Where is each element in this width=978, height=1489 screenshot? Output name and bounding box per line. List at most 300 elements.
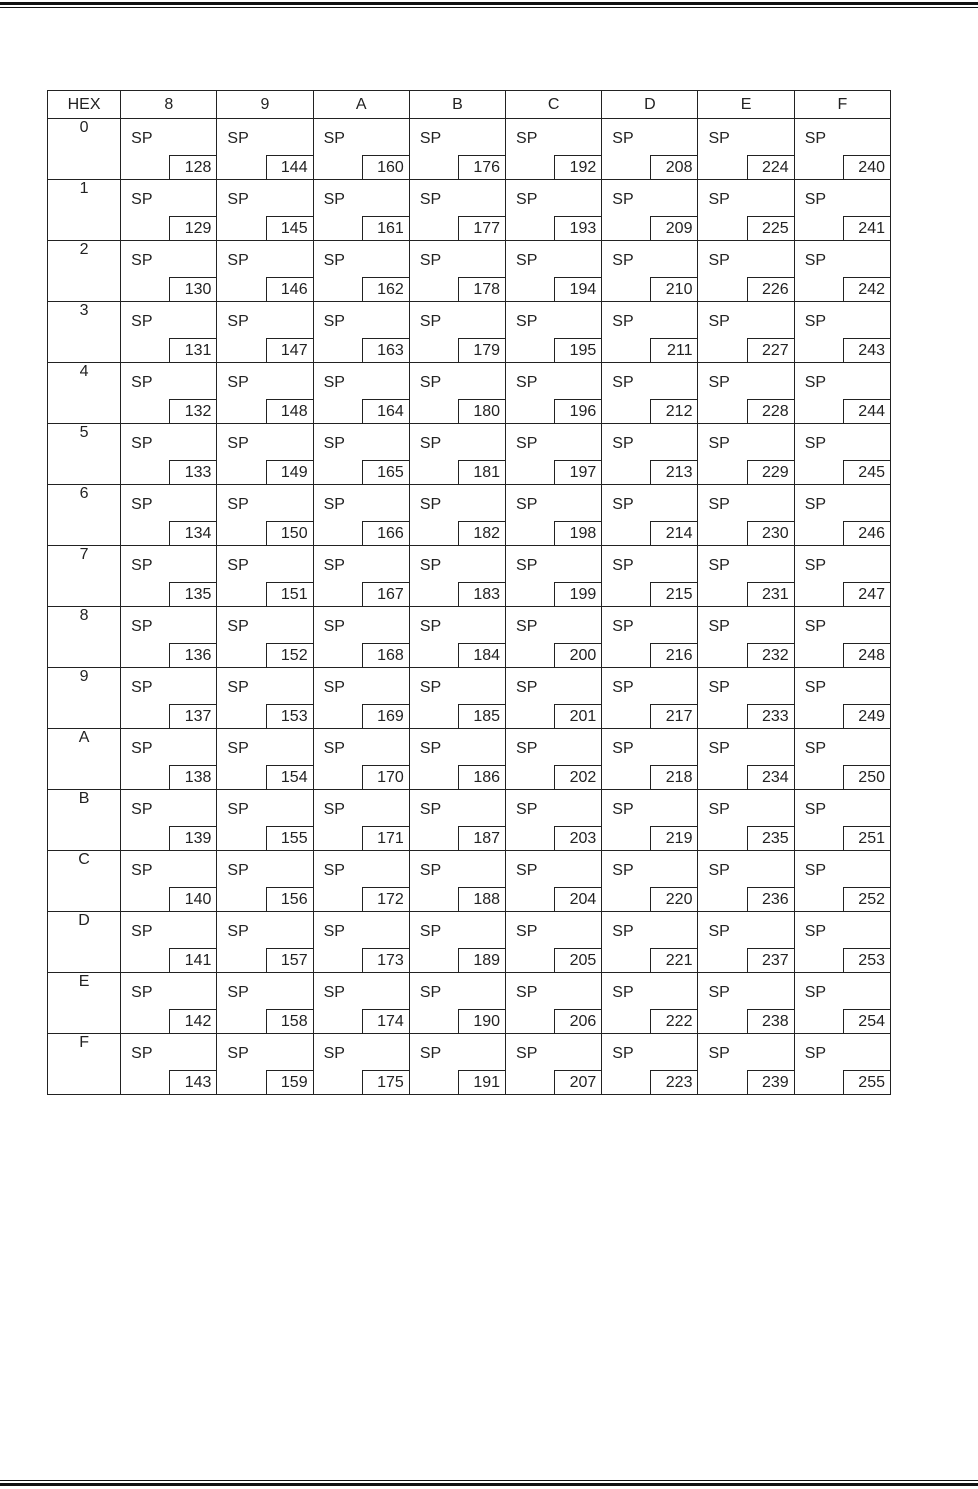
cell-character: SP <box>227 252 249 269</box>
cell-content <box>602 546 697 606</box>
cell-character: SP <box>708 496 730 513</box>
cell-character: SP <box>131 862 153 879</box>
cell-decimal-code: 214 <box>650 521 698 546</box>
cell-content <box>314 607 409 667</box>
table-row <box>48 363 891 424</box>
table-cell <box>121 485 217 546</box>
table-cell <box>698 485 794 546</box>
cell-character: SP <box>323 679 345 696</box>
cell-decimal-code: 160 <box>362 155 410 180</box>
table-cell <box>602 424 698 485</box>
cell-decimal-code: 190 <box>458 1009 506 1034</box>
cell-decimal-code: 144 <box>266 155 314 180</box>
cell-decimal-code: 240 <box>843 155 891 180</box>
cell-content <box>506 302 601 362</box>
top-rule-thin <box>0 7 978 8</box>
table-cell <box>698 424 794 485</box>
cell-character: SP <box>516 740 538 757</box>
cell-content <box>698 668 793 728</box>
table-cell <box>602 1034 698 1095</box>
cell-content <box>506 851 601 911</box>
cell-character: SP <box>516 923 538 940</box>
cell-content <box>217 790 312 850</box>
table-cell <box>121 302 217 363</box>
cell-decimal-code: 129 <box>169 216 217 241</box>
cell-decimal-code: 153 <box>266 704 314 729</box>
table-row <box>48 485 891 546</box>
column-header: A <box>313 91 409 119</box>
table-cell <box>313 729 409 790</box>
table-row <box>48 180 891 241</box>
cell-content <box>410 1034 505 1094</box>
table-cell <box>794 973 890 1034</box>
cell-decimal-code: 150 <box>266 521 314 546</box>
cell-character: SP <box>804 923 827 940</box>
cell-character: SP <box>612 740 634 757</box>
table-cell <box>506 241 602 302</box>
table-cell <box>409 729 505 790</box>
cell-character: SP <box>131 496 153 513</box>
cell-content <box>506 790 601 850</box>
cell-character: SP <box>227 130 249 147</box>
cell-decimal-code: 175 <box>362 1070 410 1095</box>
cell-decimal-code: 254 <box>843 1009 891 1034</box>
table-cell <box>506 363 602 424</box>
cell-character: SP <box>708 435 730 452</box>
cell-decimal-code: 177 <box>458 216 506 241</box>
cell-content <box>217 668 312 728</box>
table-row <box>48 668 891 729</box>
cell-content <box>795 790 890 850</box>
cell-decimal-code: 163 <box>362 338 410 363</box>
table-cell <box>794 241 890 302</box>
table-row <box>48 790 891 851</box>
cell-content <box>506 1034 601 1094</box>
table-cell <box>313 485 409 546</box>
table-row <box>48 546 891 607</box>
cell-character: SP <box>612 313 634 330</box>
cell-content <box>410 546 505 606</box>
table-cell <box>121 729 217 790</box>
cell-decimal-code: 228 <box>747 399 795 424</box>
table-cell <box>698 973 794 1034</box>
cell-content <box>121 1034 216 1094</box>
cell-decimal-code: 248 <box>843 643 891 668</box>
table-row <box>48 729 891 790</box>
cell-decimal-code: 222 <box>650 1009 698 1034</box>
cell-content <box>410 424 505 484</box>
cell-character: SP <box>708 679 730 696</box>
cell-character: SP <box>323 1045 345 1062</box>
cell-decimal-code: 208 <box>650 155 698 180</box>
cell-content <box>698 119 793 179</box>
cell-decimal-code: 219 <box>650 826 698 851</box>
cell-content <box>410 119 505 179</box>
cell-character: SP <box>323 130 345 147</box>
cell-content <box>602 485 697 545</box>
table-cell <box>506 180 602 241</box>
row-hex-label: 6 <box>48 485 121 546</box>
cell-character: SP <box>804 313 827 330</box>
cell-decimal-code: 151 <box>266 582 314 607</box>
cell-content <box>217 607 312 667</box>
cell-decimal-code: 184 <box>458 643 506 668</box>
cell-character: SP <box>419 984 442 1001</box>
cell-content <box>121 302 216 362</box>
cell-content <box>602 790 697 850</box>
table-cell <box>121 973 217 1034</box>
cell-decimal-code: 155 <box>266 826 314 851</box>
cell-character: SP <box>612 984 634 1001</box>
column-header: C <box>506 91 602 119</box>
cell-content <box>698 424 793 484</box>
table-cell <box>602 302 698 363</box>
table-cell <box>313 607 409 668</box>
table-row <box>48 241 891 302</box>
table-cell <box>217 607 313 668</box>
table-cell <box>794 790 890 851</box>
table-cell <box>506 668 602 729</box>
cell-content <box>795 302 890 362</box>
cell-decimal-code: 180 <box>458 399 506 424</box>
table-cell <box>602 668 698 729</box>
cell-character: SP <box>804 496 827 513</box>
table-cell <box>794 1034 890 1095</box>
table-cell <box>602 851 698 912</box>
table-cell <box>217 424 313 485</box>
table-cell <box>217 119 313 180</box>
cell-character: SP <box>708 130 730 147</box>
row-hex-label: 3 <box>48 302 121 363</box>
cell-character: SP <box>227 984 249 1001</box>
cell-decimal-code: 249 <box>843 704 891 729</box>
cell-decimal-code: 237 <box>747 948 795 973</box>
cell-character: SP <box>131 923 153 940</box>
cell-character: SP <box>516 862 538 879</box>
cell-content <box>698 729 793 789</box>
cell-character: SP <box>708 1045 730 1062</box>
cell-character: SP <box>227 679 249 696</box>
table-cell <box>602 241 698 302</box>
cell-character: SP <box>708 557 730 574</box>
table-cell <box>121 1034 217 1095</box>
cell-character: SP <box>323 557 345 574</box>
cell-character: SP <box>419 191 442 208</box>
cell-character: SP <box>516 984 538 1001</box>
table-cell <box>217 180 313 241</box>
cell-content <box>795 1034 890 1094</box>
cell-character: SP <box>227 801 249 818</box>
cell-decimal-code: 207 <box>554 1070 602 1095</box>
cell-character: SP <box>227 740 249 757</box>
cell-decimal-code: 157 <box>266 948 314 973</box>
row-hex-label: D <box>48 912 121 973</box>
table-cell <box>698 729 794 790</box>
cell-character: SP <box>323 191 345 208</box>
table-cell <box>409 607 505 668</box>
cell-decimal-code: 204 <box>554 887 602 912</box>
table-cell <box>602 973 698 1034</box>
cell-decimal-code: 243 <box>843 338 891 363</box>
cell-character: SP <box>131 618 153 635</box>
cell-content <box>795 973 890 1033</box>
cell-content <box>217 1034 312 1094</box>
cell-decimal-code: 194 <box>554 277 602 302</box>
cell-character: SP <box>708 313 730 330</box>
cell-character: SP <box>131 374 153 391</box>
table-row <box>48 1034 891 1095</box>
cell-decimal-code: 183 <box>458 582 506 607</box>
cell-content <box>698 485 793 545</box>
cell-character: SP <box>612 801 634 818</box>
column-header: F <box>794 91 890 119</box>
table-cell <box>313 973 409 1034</box>
cell-content <box>217 241 312 301</box>
cell-character: SP <box>323 923 345 940</box>
cell-content <box>121 668 216 728</box>
row-hex-label: 7 <box>48 546 121 607</box>
bottom-rule-thick <box>0 1483 978 1486</box>
cell-content <box>795 180 890 240</box>
table-row <box>48 119 891 180</box>
cell-decimal-code: 176 <box>458 155 506 180</box>
cell-content <box>121 363 216 423</box>
cell-content <box>314 485 409 545</box>
cell-decimal-code: 251 <box>843 826 891 851</box>
cell-content <box>217 851 312 911</box>
column-header: 8 <box>121 91 217 119</box>
cell-content <box>121 729 216 789</box>
cell-decimal-code: 139 <box>169 826 217 851</box>
top-rule-thick <box>0 2 978 5</box>
cell-content <box>506 424 601 484</box>
cell-content <box>698 546 793 606</box>
cell-content <box>314 180 409 240</box>
cell-decimal-code: 187 <box>458 826 506 851</box>
table-cell <box>506 729 602 790</box>
cell-decimal-code: 165 <box>362 460 410 485</box>
cell-decimal-code: 149 <box>266 460 314 485</box>
cell-character: SP <box>419 862 442 879</box>
cell-decimal-code: 239 <box>747 1070 795 1095</box>
cell-character: SP <box>131 252 153 269</box>
cell-character: SP <box>419 557 442 574</box>
cell-decimal-code: 131 <box>169 338 217 363</box>
table-cell <box>602 546 698 607</box>
table-cell <box>409 424 505 485</box>
cell-content <box>121 485 216 545</box>
cell-decimal-code: 128 <box>169 155 217 180</box>
table-cell <box>217 546 313 607</box>
cell-decimal-code: 211 <box>650 338 698 363</box>
cell-content <box>314 424 409 484</box>
cell-content <box>314 912 409 972</box>
cell-decimal-code: 185 <box>458 704 506 729</box>
table-cell <box>217 851 313 912</box>
cell-character: SP <box>804 801 827 818</box>
cell-decimal-code: 192 <box>554 155 602 180</box>
table-cell <box>313 546 409 607</box>
cell-content <box>698 607 793 667</box>
table-cell <box>409 546 505 607</box>
cell-character: SP <box>708 801 730 818</box>
cell-character: SP <box>227 923 249 940</box>
cell-content <box>602 973 697 1033</box>
cell-content <box>602 729 697 789</box>
cell-character: SP <box>131 679 153 696</box>
cell-content <box>410 973 505 1033</box>
cell-decimal-code: 174 <box>362 1009 410 1034</box>
cell-character: SP <box>323 496 345 513</box>
table-cell <box>602 180 698 241</box>
cell-decimal-code: 135 <box>169 582 217 607</box>
row-hex-label: C <box>48 851 121 912</box>
cell-content <box>795 668 890 728</box>
cell-decimal-code: 193 <box>554 216 602 241</box>
cell-content <box>410 790 505 850</box>
cell-content <box>217 546 312 606</box>
cell-content <box>314 851 409 911</box>
table-cell <box>506 607 602 668</box>
table-cell <box>794 668 890 729</box>
cell-decimal-code: 158 <box>266 1009 314 1034</box>
table-cell <box>313 912 409 973</box>
cell-decimal-code: 252 <box>843 887 891 912</box>
table-cell <box>409 302 505 363</box>
cell-decimal-code: 142 <box>169 1009 217 1034</box>
cell-decimal-code: 216 <box>650 643 698 668</box>
table-cell <box>313 241 409 302</box>
cell-decimal-code: 210 <box>650 277 698 302</box>
cell-content <box>410 241 505 301</box>
table-cell <box>698 851 794 912</box>
cell-decimal-code: 172 <box>362 887 410 912</box>
cell-content <box>698 363 793 423</box>
cell-content <box>602 1034 697 1094</box>
cell-character: SP <box>612 252 634 269</box>
cell-decimal-code: 245 <box>843 460 891 485</box>
cell-character: SP <box>227 191 249 208</box>
cell-character: SP <box>612 679 634 696</box>
table-row <box>48 851 891 912</box>
column-header: 9 <box>217 91 313 119</box>
cell-content <box>795 363 890 423</box>
cell-content <box>602 851 697 911</box>
cell-character: SP <box>708 252 730 269</box>
cell-character: SP <box>804 740 827 757</box>
cell-character: SP <box>227 862 249 879</box>
cell-content <box>121 790 216 850</box>
table-cell <box>506 302 602 363</box>
cell-content <box>410 912 505 972</box>
cell-decimal-code: 213 <box>650 460 698 485</box>
table-cell <box>409 851 505 912</box>
row-hex-label: 9 <box>48 668 121 729</box>
cell-content <box>795 729 890 789</box>
cell-content <box>121 546 216 606</box>
table-cell <box>409 180 505 241</box>
cell-character: SP <box>804 1045 827 1062</box>
cell-character: SP <box>323 740 345 757</box>
cell-decimal-code: 168 <box>362 643 410 668</box>
cell-content <box>314 119 409 179</box>
cell-decimal-code: 133 <box>169 460 217 485</box>
row-hex-label: F <box>48 1034 121 1095</box>
cell-decimal-code: 229 <box>747 460 795 485</box>
cell-decimal-code: 198 <box>554 521 602 546</box>
cell-content <box>410 729 505 789</box>
table-cell <box>506 424 602 485</box>
cell-character: SP <box>227 557 249 574</box>
table-cell <box>313 851 409 912</box>
cell-content <box>410 668 505 728</box>
cell-content <box>602 607 697 667</box>
cell-content <box>506 668 601 728</box>
cell-decimal-code: 253 <box>843 948 891 973</box>
table-cell <box>506 851 602 912</box>
cell-decimal-code: 148 <box>266 399 314 424</box>
cell-decimal-code: 145 <box>266 216 314 241</box>
cell-decimal-code: 232 <box>747 643 795 668</box>
cell-content <box>217 485 312 545</box>
cell-decimal-code: 181 <box>458 460 506 485</box>
cell-character: SP <box>323 801 345 818</box>
table-cell <box>602 729 698 790</box>
cell-character: SP <box>804 557 827 574</box>
table-cell <box>506 546 602 607</box>
cell-content <box>506 119 601 179</box>
cell-content <box>410 363 505 423</box>
cell-character: SP <box>131 557 153 574</box>
cell-decimal-code: 195 <box>554 338 602 363</box>
table-cell <box>121 180 217 241</box>
cell-character: SP <box>131 740 153 757</box>
table-cell <box>794 729 890 790</box>
cell-decimal-code: 136 <box>169 643 217 668</box>
cell-decimal-code: 244 <box>843 399 891 424</box>
cell-decimal-code: 197 <box>554 460 602 485</box>
cell-character: SP <box>323 374 345 391</box>
row-hex-label: 0 <box>48 119 121 180</box>
table-cell <box>313 180 409 241</box>
cell-decimal-code: 220 <box>650 887 698 912</box>
cell-decimal-code: 159 <box>266 1070 314 1095</box>
table-cell <box>602 912 698 973</box>
row-hex-label: 8 <box>48 607 121 668</box>
cell-content <box>795 546 890 606</box>
table-cell <box>313 1034 409 1095</box>
table-row <box>48 302 891 363</box>
cell-decimal-code: 238 <box>747 1009 795 1034</box>
cell-character: SP <box>612 130 634 147</box>
hex-code-table <box>47 90 891 1095</box>
cell-content <box>506 912 601 972</box>
cell-content <box>410 851 505 911</box>
cell-character: SP <box>612 374 634 391</box>
table-cell <box>602 607 698 668</box>
cell-character: SP <box>516 435 538 452</box>
cell-character: SP <box>516 618 538 635</box>
table-cell <box>794 302 890 363</box>
table-cell <box>602 790 698 851</box>
cell-decimal-code: 156 <box>266 887 314 912</box>
table-cell <box>698 912 794 973</box>
cell-content <box>121 851 216 911</box>
cell-content <box>795 485 890 545</box>
cell-character: SP <box>419 252 442 269</box>
table-cell <box>506 119 602 180</box>
cell-decimal-code: 234 <box>747 765 795 790</box>
